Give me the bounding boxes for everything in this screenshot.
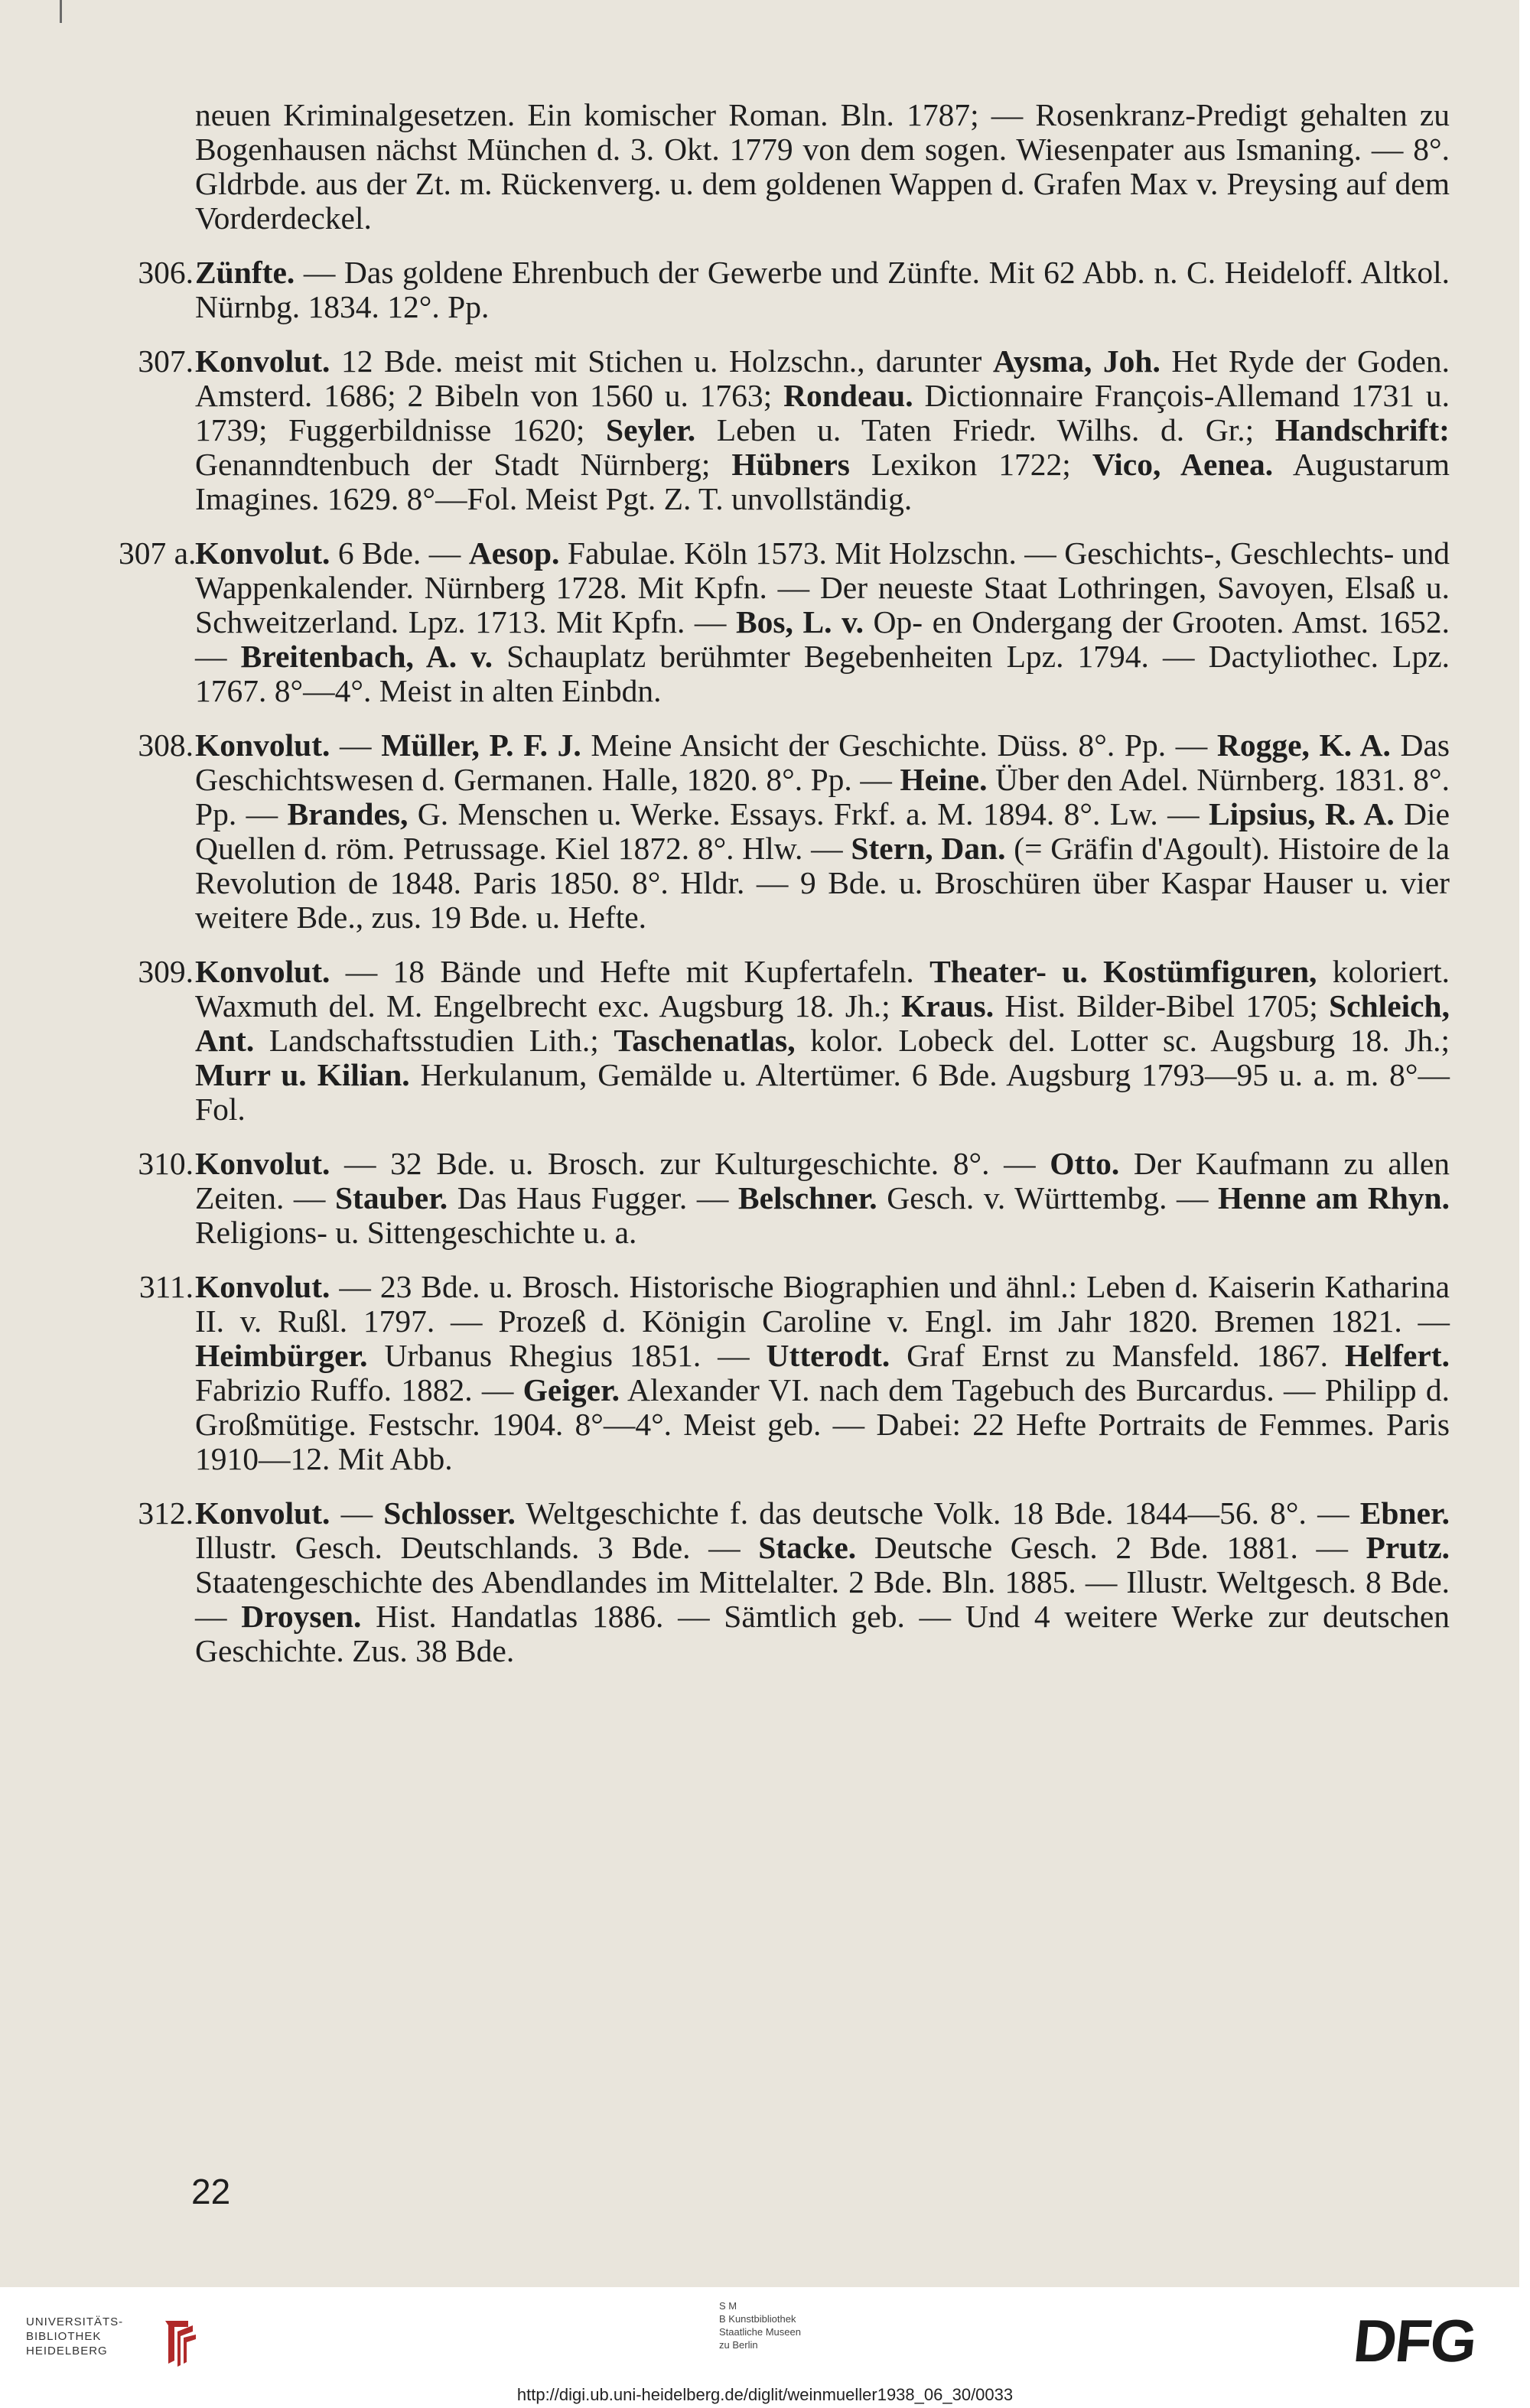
entry-text-run: — 32 Bde. u. Brosch. zur Kulturgeschichte. 8°. —	[330, 1146, 1050, 1181]
entry-author-bold: Droysen.	[241, 1599, 362, 1634]
dfg-logo[interactable]: DFG	[1350, 2307, 1480, 2374]
stamp-line: B Kunstbibliothek	[719, 2313, 796, 2325]
entry-author-bold: Schleich, Ant.	[195, 988, 1450, 1058]
catalogue-entry	[138, 1146, 1450, 1250]
entry-text-run: Herkulanum, Gemälde u. Altertümer. 6 Bde. Augsburg 1793—95 u. a. m. 8°—Fol.	[195, 1057, 1450, 1127]
binding-mark	[60, 0, 62, 23]
entry-author-bold: Handschrift:	[1274, 412, 1450, 447]
digitization-footer	[0, 2287, 1530, 2408]
entry-text-run: Meine Ansicht der Geschichte. Düss. 8°. Pp. —	[581, 727, 1217, 763]
entry-text-run: Schauplatz berühmter Begebenheiten Lpz. 1794. — Dactyliothec. Lpz. 1767. 8°—4°. Meist in alten Einbdn.	[195, 639, 1450, 708]
entry-author-bold: Aysma, Joh.	[992, 343, 1161, 379]
entry-text-run: Leben u. Taten Friedr. Wilhs. d. Gr.;	[695, 412, 1275, 447]
entry-number: 307 a.	[119, 535, 197, 571]
stamp-line: zu Berlin	[719, 2339, 758, 2351]
catalogue-entry	[138, 255, 1450, 324]
entry-text-run: Das Haus Fugger. —	[448, 1180, 738, 1215]
entry-number: 308.	[138, 727, 194, 763]
entry-author-bold: Heine.	[900, 762, 988, 797]
entry-text-run: Hist. Bilder-Bibel 1705;	[994, 988, 1330, 1023]
entry-text-run: Genanndtenbuch der Stadt Nürnberg;	[195, 447, 732, 482]
entry-number: 310.	[138, 1146, 194, 1181]
entry-author-bold: Murr u. Kilian.	[195, 1057, 410, 1092]
entry-author-bold: Heimbürger.	[195, 1338, 368, 1373]
entry-author-bold: Ebner.	[1359, 1495, 1450, 1531]
catalogue-entry	[138, 343, 1450, 516]
entry-author-bold: Taschenatlas,	[614, 1023, 796, 1058]
heidelberg-seal-icon	[158, 2315, 200, 2370]
entry-number: 309.	[138, 954, 194, 989]
entry-author-bold: Vico, Aenea.	[1092, 447, 1274, 482]
entry-author-bold: Bos, L. v.	[735, 604, 864, 639]
entry-author-bold: Belschner.	[737, 1180, 877, 1215]
university-library-logo[interactable]	[26, 2312, 202, 2373]
entry-number: 306.	[138, 255, 194, 290]
entry-author-bold: Stern, Dan.	[851, 831, 1006, 866]
entry-text-run: — 23 Bde. u. Brosch. Historische Biographien und ähnl.: Leben d. Kaiserin Katharina II. v. Rußl. 1797. — Prozeß d. Königin Caroline v. Engl. im Jahr 1820. Bremen 1821. —	[195, 1269, 1450, 1339]
entry-author-bold: Stacke.	[758, 1530, 857, 1565]
entry-author-bold: Konvolut.	[195, 954, 330, 989]
entry-text-run: Augustarum Imagines. 1629. 8°—Fol. Meist Pgt. Z. T. unvollständig.	[195, 447, 1450, 516]
entry-text	[195, 728, 1450, 935]
entry-text-run: Alexander VI. nach dem Tagebuch des Burcardus. — Philipp d. Großmütige. Festschr. 1904. 8°—4°. Meist geb. — Dabei: 22 Hefte Portraits de Femmes. Paris 1910—12. Mit Abb.	[195, 1372, 1450, 1476]
entry-author-bold: Hübners	[731, 447, 850, 482]
catalogue-entry	[138, 1495, 1450, 1668]
entry-author-bold: Konvolut.	[195, 535, 330, 571]
stamp-line: Staatliche Museen	[719, 2326, 801, 2338]
catalogue-entries	[119, 97, 1450, 1688]
entry-text	[195, 955, 1450, 1127]
entry-text-run: Hist. Handatlas 1886. — Sämtlich geb. — Und 4 weitere Werke zur deutschen Geschichte. Zus. 38 Bde.	[195, 1599, 1450, 1668]
entry-author-bold: Schlosser.	[383, 1495, 516, 1531]
university-line: HEIDELBERG	[26, 2345, 108, 2358]
entry-text	[195, 1496, 1450, 1668]
entry-author-bold: Helfert.	[1344, 1338, 1450, 1373]
entry-text-run: (= Gräfin d'Agoult). Histoire de la Revolution de 1848. Paris 1850. 8°. Hldr. — 9 Bde. u. Broschüren über Kaspar Hauser u. vier weitere Bde., zus. 19 Bde. u. Hefte.	[195, 831, 1450, 935]
museum-stamp	[719, 2299, 857, 2351]
entry-author-bold: Aesop.	[468, 535, 560, 571]
entry-author-bold: Brandes,	[287, 796, 409, 831]
entry-text-run: Op- en Ondergang der Grooten. Amst. 1652. —	[195, 604, 1450, 674]
entry-author-bold: Seyler.	[606, 412, 696, 447]
entry-text-run: Dictionnaire François-Allemand 1731 u. 1739; Fuggerbildnisse 1620;	[195, 378, 1450, 447]
entry-text-run: Staatengeschichte des Abendlandes im Mittelalter. 2 Bde. Bln. 1885. — Illustr. Weltgesch. 8 Bde. —	[195, 1564, 1450, 1634]
entry-text-run: —	[330, 727, 382, 763]
source-url-link[interactable]: http://digi.ub.uni-heidelberg.de/diglit/weinmueller1938_06_30/0033	[516, 2385, 1014, 2404]
entry-text	[195, 1270, 1450, 1476]
university-line: UNIVERSITÄTS-	[26, 2315, 124, 2328]
entry-author-bold: Zünfte.	[195, 255, 295, 290]
catalogue-entry	[195, 98, 1450, 236]
entry-author-bold: Konvolut.	[195, 343, 330, 379]
entry-text-run: Das Geschichtswesen d. Germanen. Halle, 1820. 8°. Pp. —	[195, 727, 1450, 797]
entry-author-bold: Konvolut.	[195, 1146, 330, 1181]
entry-text	[195, 1147, 1450, 1250]
catalogue-entry	[138, 954, 1450, 1127]
page-number: 22	[191, 2172, 231, 2211]
entry-text-run: kolor. Lobeck del. Lotter sc. Augsburg 18. Jh.;	[795, 1023, 1450, 1058]
entry-author-bold: Müller, P. F. J.	[381, 727, 581, 763]
entry-text	[195, 344, 1450, 516]
entry-text-run: Illustr. Gesch. Deutschlands. 3 Bde. —	[195, 1530, 759, 1565]
entry-author-bold: Theater- u. Kostümfiguren,	[929, 954, 1317, 989]
entry-text-run: Die Quellen d. röm. Petrussage. Kiel 1872. 8°. Hlw. —	[195, 796, 1450, 866]
stamp-line: S M	[719, 2300, 737, 2312]
entry-author-bold: Kraus.	[901, 988, 994, 1023]
entry-text-run: — Das goldene Ehrenbuch der Gewerbe und Zünfte. Mit 62 Abb. n. C. Heideloff. Altkol. Nürnbg. 1834. 12°. Pp.	[195, 255, 1450, 324]
entry-author-bold: Konvolut.	[195, 1269, 330, 1304]
entry-number: 307.	[138, 343, 194, 379]
entry-text-run: Het Ryde der Goden. Amsterd. 1686; 2 Bibeln von 1560 u. 1763;	[195, 343, 1450, 413]
entry-text	[195, 98, 1450, 236]
entry-author-bold: Konvolut.	[195, 1495, 330, 1531]
catalogue-entry	[138, 1269, 1450, 1476]
entry-author-bold: Henne am Rhyn.	[1218, 1180, 1450, 1215]
entry-text-run: Graf Ernst zu Mansfeld. 1867.	[890, 1338, 1345, 1373]
university-line: BIBLIOTHEK	[26, 2330, 102, 2343]
entry-text-run: —	[330, 1495, 384, 1531]
entry-text-run: Deutsche Gesch. 2 Bde. 1881. —	[856, 1530, 1366, 1565]
entry-author-bold: Konvolut.	[195, 727, 330, 763]
entry-author-bold: Stauber.	[334, 1180, 448, 1215]
entry-text-run: Landschaftsstudien Lith.;	[254, 1023, 614, 1058]
entry-text-run: neuen Kriminalgesetzen. Ein komischer Roman. Bln. 1787; — Rosenkranz-Predigt gehalten zu Bogenhausen nächst München d. 3. Okt. 1779 von dem sogen. Wiesenpater aus Ismaning. — 8°. Gldrbde. aus der Zt. m. Rückenverg. u. dem goldenen Wappen d. Grafen Max v. Preysing auf dem Vorderdeckel.	[195, 97, 1450, 236]
entry-author-bold: Breitenbach, A. v.	[240, 639, 493, 674]
entry-text-run: Gesch. v. Württembg. —	[877, 1180, 1219, 1215]
entry-author-bold: Geiger.	[522, 1372, 620, 1407]
entry-number: 312.	[138, 1495, 194, 1531]
entry-author-bold: Lipsius, R. A.	[1208, 796, 1395, 831]
entry-text-run: Fabulae. Köln 1573. Mit Holzschn. — Geschichts-, Geschlechts- und Wappenkalender. Nürnberg 1728. Mit Kpfn. — Der neueste Staat Lothringen, Savoyen, Elsaß u. Schweitzerland. Lpz. 1713. Mit Kpfn. —	[195, 535, 1450, 639]
university-name	[26, 2315, 123, 2358]
entry-number: 311.	[138, 1269, 194, 1304]
catalogue-entry	[138, 727, 1450, 935]
entry-text-run: G. Menschen u. Werke. Essays. Frkf. a. M. 1894. 8°. Lw. —	[408, 796, 1209, 831]
entry-text-run: Der Kaufmann zu allen Zeiten. —	[195, 1146, 1450, 1215]
entry-text-run: Religions- u. Sittengeschichte u. a.	[195, 1215, 637, 1250]
entry-text-run: Weltgeschichte f. das deutsche Volk. 18 Bde. 1844—56. 8°. —	[515, 1495, 1360, 1531]
entry-text-run: koloriert. Waxmuth del. M. Engelbrecht exc. Augsburg 18. Jh.;	[195, 954, 1450, 1023]
entry-text-run: Urbanus Rhegius 1851. —	[367, 1338, 767, 1373]
entry-text-run: 12 Bde. meist mit Stichen u. Holzschn., darunter	[330, 343, 993, 379]
entry-text-run: Fabrizio Ruffo. 1882. —	[195, 1372, 523, 1407]
entry-text-run: Über den Adel. Nürnberg. 1831. 8°. Pp. —	[195, 762, 1450, 831]
entry-author-bold: Rogge, K. A.	[1216, 727, 1391, 763]
entry-author-bold: Prutz.	[1366, 1530, 1450, 1565]
entry-author-bold: Otto.	[1050, 1146, 1120, 1181]
entry-author-bold: Utterodt.	[766, 1338, 890, 1373]
entry-text	[195, 255, 1450, 324]
catalogue-entry	[119, 535, 1450, 708]
entry-text-run: 6 Bde. —	[330, 535, 469, 571]
entry-text-run: Lexikon 1722;	[849, 447, 1092, 482]
entry-author-bold: Rondeau.	[783, 378, 913, 413]
entry-text-run: — 18 Bände und Hefte mit Kupfertafeln.	[330, 954, 930, 989]
entry-text	[195, 536, 1450, 708]
